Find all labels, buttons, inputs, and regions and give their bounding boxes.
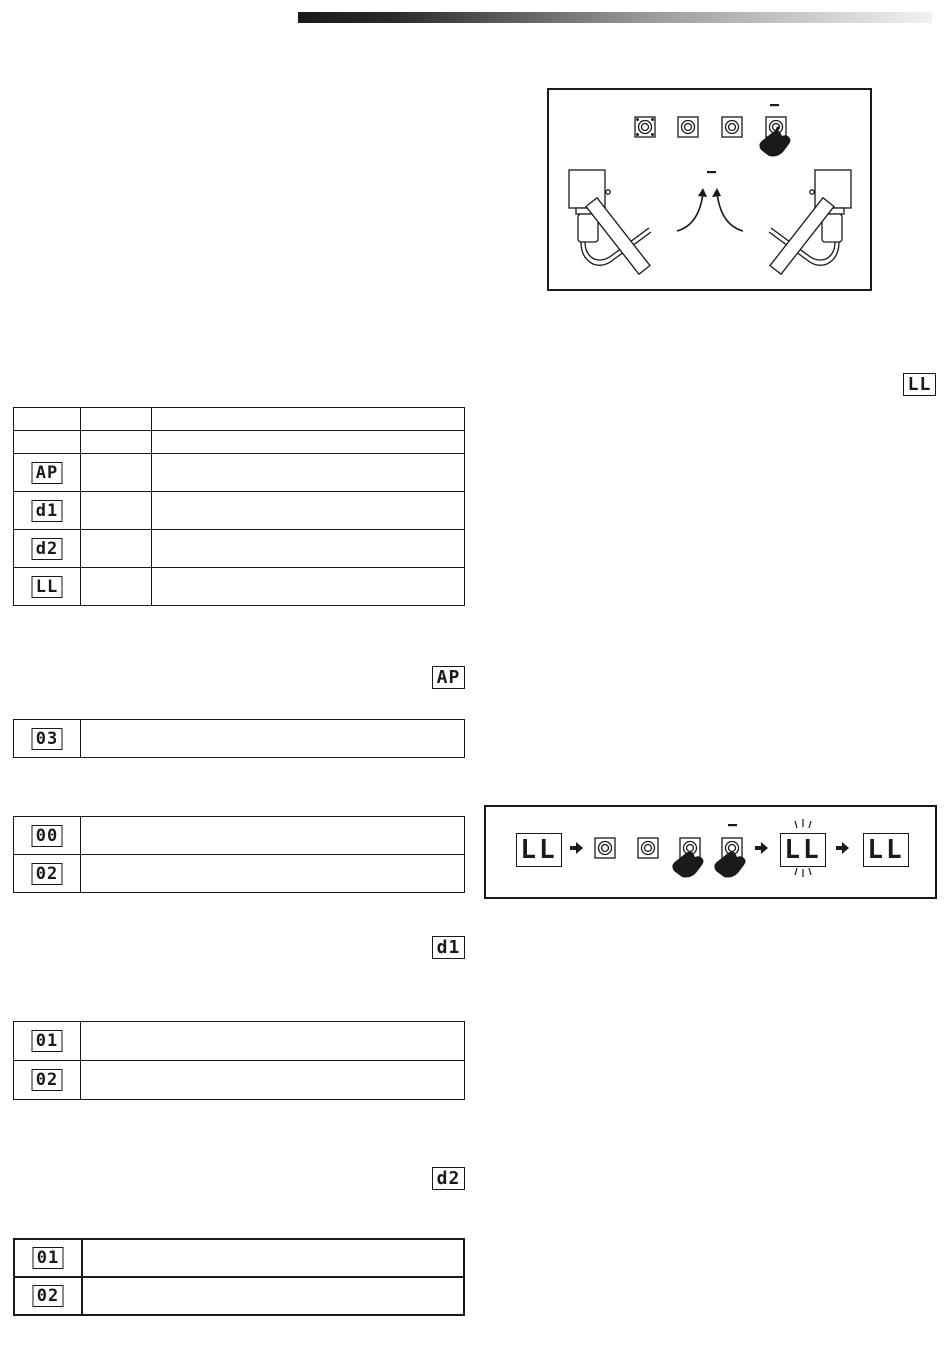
arrow-right-icon: [570, 842, 583, 854]
left-gate-motor: [569, 170, 651, 274]
table-row: [14, 568, 465, 606]
sequence-blink-code: LL: [780, 833, 826, 867]
table-row: [14, 431, 465, 454]
arrow-right-icon: [836, 842, 849, 854]
table-row: [14, 454, 465, 492]
table-row: [14, 1022, 465, 1061]
table-row: [14, 492, 465, 530]
code-ap: AP: [32, 462, 63, 484]
d2-table: [13, 1238, 465, 1316]
sequence-button-1: [595, 838, 615, 858]
table-header-cell: [81, 408, 152, 431]
code-d1: d1: [32, 500, 63, 522]
table-header-cell: [152, 408, 465, 431]
code-ll: LL: [32, 576, 63, 598]
sequence-button-2: [638, 838, 658, 858]
code-02: 02: [32, 1069, 63, 1091]
hand-pointer-icon: [672, 852, 703, 878]
code-02: 02: [32, 863, 63, 885]
section-ap-heading-code: AP: [432, 666, 465, 689]
table-header-cell: [14, 408, 81, 431]
arrow-right-curve: [717, 193, 743, 231]
code-01: 01: [33, 1247, 64, 1269]
code-00: 00: [32, 825, 63, 847]
sequence-minus-mark: [728, 824, 737, 826]
panel-button-2: [678, 117, 698, 137]
arrow-left-curve: [677, 193, 703, 231]
d1-table: [13, 1021, 465, 1100]
hand-pointer-icon: [714, 852, 745, 878]
code-03: 03: [32, 728, 63, 750]
table-row: [14, 855, 465, 893]
code-01: 01: [32, 1030, 63, 1052]
code-02: 02: [33, 1285, 64, 1307]
section-d1-heading-code: d1: [432, 936, 465, 959]
sequence-start-code: LL: [516, 833, 562, 867]
main-parameter-table: [13, 407, 465, 606]
table-row: [14, 1277, 464, 1315]
side-code-ll: LL: [903, 373, 936, 396]
center-minus-mark: [707, 171, 716, 173]
code-d2: d2: [32, 538, 63, 560]
minus-mark: [770, 104, 779, 106]
table-row: [14, 1239, 464, 1277]
motor-panel-drawing: [547, 88, 872, 291]
sequence-drawing: [484, 805, 937, 899]
sequence-figure: [484, 805, 937, 899]
table-row: [14, 1061, 465, 1100]
header-gradient-bar: [298, 12, 932, 23]
right-gate-motor: [769, 170, 851, 274]
ap-table-1: [13, 719, 465, 758]
table-row: [14, 530, 465, 568]
table-row: [14, 817, 465, 855]
panel-button-1: [635, 117, 655, 137]
table-row: [14, 720, 465, 758]
section-d2-heading-code: d2: [432, 1167, 465, 1190]
panel-button-3: [722, 117, 742, 137]
arrow-right-icon: [755, 842, 768, 854]
sequence-end-code: LL: [863, 833, 909, 867]
ap-table-2: [13, 816, 465, 893]
blink-rays-icon: [795, 819, 811, 877]
motor-panel-figure: [547, 88, 872, 291]
